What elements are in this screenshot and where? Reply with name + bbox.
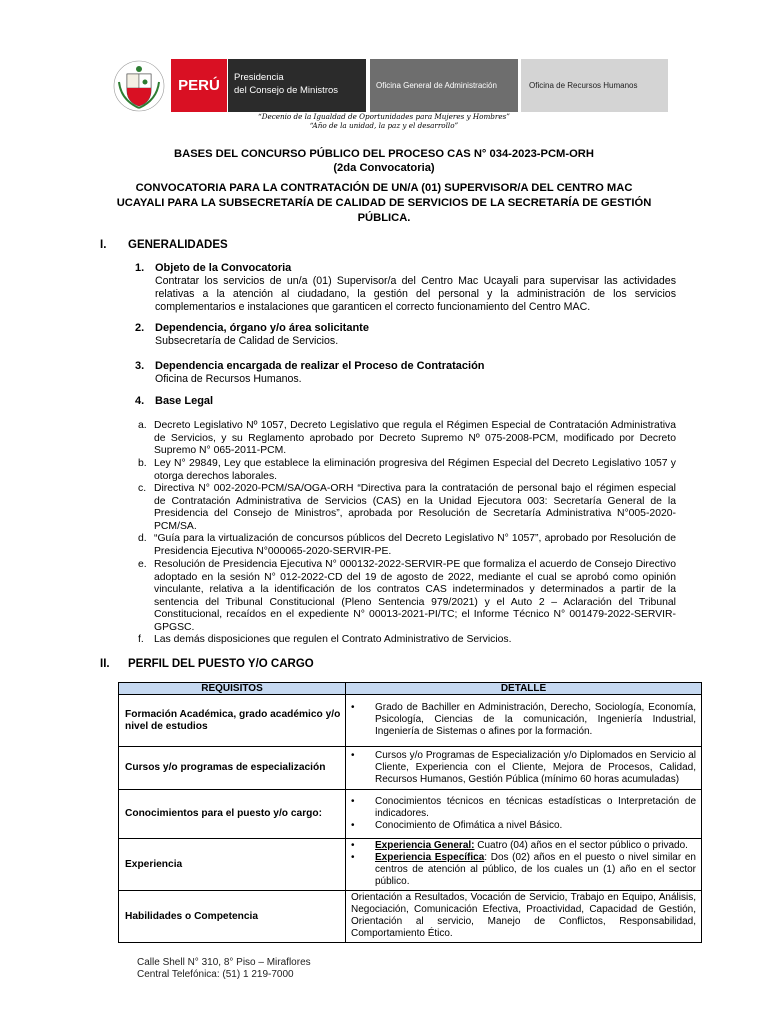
- footer-phone: Central Telefónica: (51) 1 219-7000: [137, 969, 294, 980]
- legal-text: “Guía para la virtualización de concursos públicos del Decreto Legislativo N° 1057”, aprobado por Resolución de Presidencia Ejecutiva N°000065-2020-SERVIR-PE.: [154, 533, 676, 557]
- pcm-logo-box: [228, 59, 366, 112]
- s3-text: Oficina de Recursos Humanos.: [155, 373, 302, 385]
- pcm-line2: del Consejo de Ministros: [234, 85, 339, 96]
- section1-heading: GENERALIDADES: [128, 239, 228, 251]
- list-item: [351, 750, 696, 786]
- list-item: [351, 840, 696, 852]
- orh-box: [521, 59, 668, 112]
- pcm-line1: Presidencia: [234, 72, 284, 83]
- legal-item-b: [138, 458, 676, 483]
- section2-heading: PERFIL DEL PUESTO Y/O CARGO: [128, 658, 314, 670]
- col-detalle: DETALLE: [346, 683, 702, 695]
- req-cell: Habilidades o Competencia: [119, 891, 346, 943]
- table-row: [119, 790, 702, 839]
- oga-label: Oficina General de Administración: [376, 81, 497, 90]
- oga-box: [370, 59, 518, 112]
- legal-letter: f.: [138, 634, 144, 645]
- s2-title: Dependencia, órgano y/o área solicitante: [155, 322, 369, 334]
- legal-text: Ley N° 29849, Ley que establece la eliminación progresiva del Régimen Especial del Decreto Legislativo 1057 y otorga derechos laborales.: [154, 458, 676, 482]
- list-item: [351, 820, 696, 832]
- bullet-icon: •: [351, 795, 355, 807]
- legal-text: Resolución de Presidencia Ejecutiva N° 000132-2022-SERVIR-PE que formaliza el acuerdo de Consejo Directivo adoptado en la sesión N° 012-2022-CD del 19 de agosto de 2022, mediante el cual se aprobó como opinión vinculante, relativa a la identificación de los contratos CAS indeterminados y determinados a partir de la sentencia del Tribunal Constitucional (Pleno Sentencia 979/2021) y el Auto 2 – Aclaración del Tribunal Constitucional, recaídos en el expediente N° 00013-2021-PI/TC; el Informe Técnico N° 001479-2022-SERVIR-GPGSC.: [154, 559, 676, 633]
- bullet-text: Cursos y/o Programas de Especialización y/o Diplomados en Servicio al Cliente, Experiencia con el Cliente, Mejora de Procesos, Calidad, Recursos Humanos, Gestión Pública (mínimo 60 horas acumuladas): [375, 749, 696, 785]
- footer-address: Calle Shell N° 310, 8° Piso – Miraflores: [137, 957, 311, 968]
- bullet-icon: •: [351, 819, 355, 831]
- s4-title: Base Legal: [155, 395, 214, 407]
- peru-logo-box: [171, 59, 227, 112]
- peru-label: PERÚ: [178, 77, 220, 94]
- exp-general-text: Cuatro (04) años en el sector público o privado.: [474, 840, 688, 851]
- legal-item-e: [138, 559, 676, 635]
- req-cell: Experiencia: [119, 839, 346, 891]
- orh-label: Oficina de Recursos Humanos: [529, 81, 638, 90]
- exp-especifica-text: : Dos (02) años en el puesto o nivel similar en centros de atención al público, de los cuales un (1) año en el sector público.: [375, 852, 696, 887]
- bullet-icon: •: [351, 840, 355, 851]
- s3-number: 3.: [135, 360, 145, 372]
- bullet-icon: •: [351, 702, 355, 713]
- s1-text: Contratar los servicios de un/a (01) Supervisor/a del Centro Mac Ucayali para supervisar las actividades relativas a la atención al ciudadano, la gestión del personal y la administración de los servicios complementarios e instalaciones que garanticen el correcto funcionamiento del Centro MAC.: [155, 275, 676, 313]
- bullet-text: Grado de Bachiller en Administración, Derecho, Sociología, Economía, Psicología, Ciencias de la comunicación, Ingeniería Industrial, Ingeniería de Sistemas o afines por la formación.: [375, 702, 696, 737]
- perfil-table: [118, 682, 702, 943]
- col-requisitos: REQUISITOS: [119, 683, 346, 695]
- legal-text: Decreto Legislativo Nº 1057, Decreto Legislativo que regula el Régimen Especial de Contratación Administrativa de Servicios, y su Reglamento aprobado por Decreto Supremo Nº 075-2008-PCM, modificado por Decreto Supremo N° 065-2011-PCM.: [154, 420, 676, 457]
- doc-title: BASES DEL CONCURSO PÚBLICO DEL PROCESO CAS N° 034-2023-PCM-ORH: [174, 148, 594, 160]
- req-cell: Formación Académica, grado académico y/o nivel de estudios: [119, 695, 346, 747]
- bullet-icon: •: [351, 749, 355, 761]
- det-cell: [346, 695, 702, 747]
- req-cell: Conocimientos para el puesto y/o cargo:: [119, 790, 346, 839]
- s2-text: Subsecretaría de Calidad de Servicios.: [155, 335, 339, 347]
- legal-item-c: [138, 483, 676, 533]
- table-row: [119, 839, 702, 891]
- table-row: [119, 891, 702, 943]
- s1-number: 1.: [135, 262, 145, 274]
- legal-letter: c.: [138, 483, 147, 494]
- list-item: [351, 796, 696, 820]
- bullet-text: Conocimiento de Ofimática a nivel Básico.: [375, 819, 563, 831]
- convocatoria-line2: UCAYALI PARA LA SUBSECRETARÍA DE CALIDAD DE SERVICIOS DE LA SECRETARÍA DE GESTIÓN: [116, 197, 652, 209]
- det-cell: [346, 839, 702, 891]
- coat-of-arms-logo: [113, 60, 165, 112]
- doc-subtitle: (2da Convocatoria): [333, 162, 435, 174]
- table-row: [119, 695, 702, 747]
- section2-number: II.: [100, 658, 110, 670]
- s4-number: 4.: [135, 395, 145, 407]
- bullet-text: Conocimientos técnicos en técnicas estadísticas o Interpretación de indicadores.: [375, 795, 696, 819]
- bullet-icon: •: [351, 852, 355, 863]
- det-cell: [346, 747, 702, 790]
- legal-text: Directiva N° 002-2020-PCM/SA/OGA-ORH “Directiva para la contratación de personal bajo el régimen especial de Contratación Administrativa de Servicios (CAS) en la Unidad Ejecutora 003: Secretaría General de la Presidencia del Consejo de Ministros”, aprobada por Resolución de Secretaría Administrativa N°005-2020-PCM/SA.: [154, 483, 676, 532]
- decenio-line: “Decenio de la Igualdad de Oportunidades para Mujeres y Hombres”: [258, 112, 510, 121]
- legal-item-f: [138, 634, 676, 647]
- table-row: [119, 747, 702, 790]
- section1-number: I.: [100, 239, 107, 251]
- s3-title: Dependencia encargada de realizar el Proceso de Contratación: [155, 360, 485, 372]
- convocatoria-line1: CONVOCATORIA PARA LA CONTRATACIÓN DE UN/A (01) SUPERVISOR/A DEL CENTRO MAC: [135, 182, 633, 194]
- legal-item-d: [138, 533, 676, 558]
- det-cell: [346, 790, 702, 839]
- legal-letter: b.: [138, 458, 147, 469]
- legal-item-a: [138, 420, 676, 458]
- list-item: [351, 702, 696, 738]
- legal-letter: e.: [138, 559, 147, 570]
- exp-general-label: Experiencia General:: [375, 840, 475, 851]
- exp-especifica-label: Experiencia Específica: [375, 852, 485, 863]
- list-item: [351, 852, 696, 888]
- det-cell: Orientación a Resultados, Vocación de Servicio, Trabajo en Equipo, Análisis, Negociación, Comunicación Efectiva, Proactividad, Capacidad de Gestión, Orientación al servicio, Manejo de Conflictos, Responsabilidad, Comportamiento Ético.: [346, 891, 702, 943]
- year-motto-line: “Año de la unidad, la paz y el desarrollo”: [309, 121, 459, 130]
- convocatoria-line3: PÚBLICA.: [357, 212, 411, 224]
- legal-letter: d.: [138, 533, 147, 544]
- legal-text: Las demás disposiciones que regulen el Contrato Administrativo de Servicios.: [154, 634, 512, 645]
- table-header-row: [119, 683, 702, 695]
- s1-title: Objeto de la Convocatoria: [155, 262, 292, 274]
- req-cell: Cursos y/o programas de especialización: [119, 747, 346, 790]
- s2-number: 2.: [135, 322, 145, 334]
- legal-letter: a.: [138, 420, 147, 431]
